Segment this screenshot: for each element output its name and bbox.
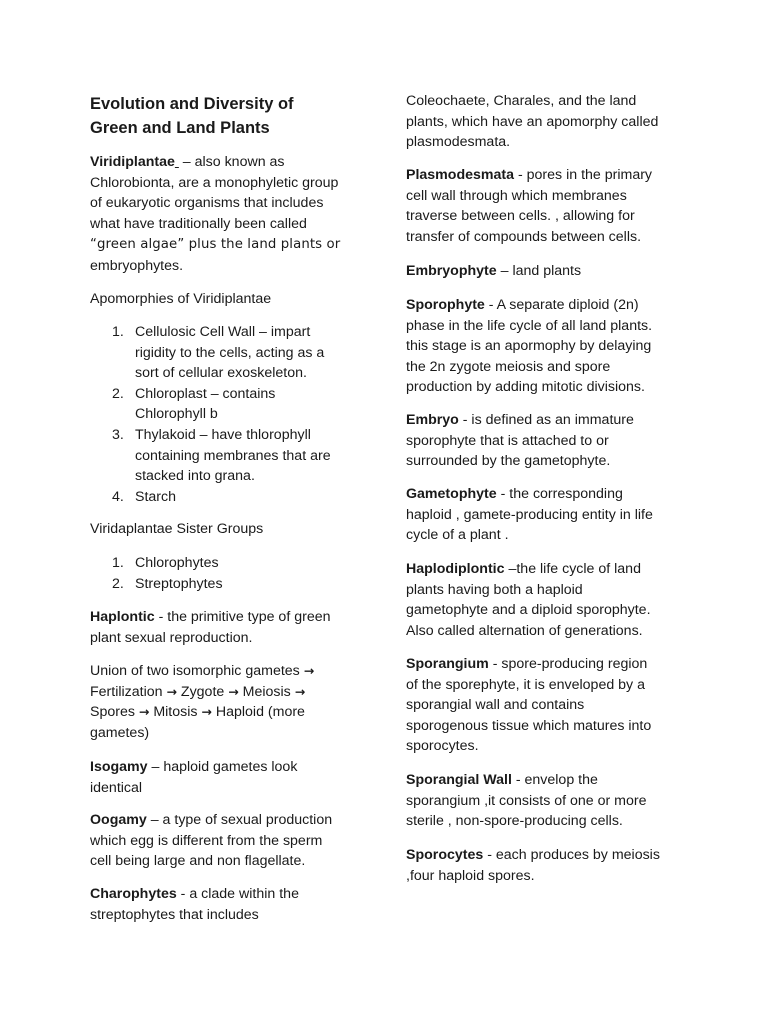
text-line: sterile , non-spore-producing cells. (406, 813, 623, 830)
text-line: – also known as (178, 154, 285, 170)
term-charophytes: Charophytes (90, 886, 177, 902)
list-number: 2. (112, 575, 124, 592)
text-line: Streptophytes (135, 575, 223, 592)
arrow-icon: → (228, 683, 239, 699)
document-title (90, 92, 370, 140)
arrow-icon: → (294, 683, 306, 699)
text-line: gametophyte and a diploid sporophyte. (406, 602, 651, 619)
viridiplantae-definition (90, 152, 365, 277)
term-embryophyte: Embryophyte (406, 263, 497, 279)
text-line: Mitosis (149, 704, 202, 721)
text-line: of eukaryotic organisms that includes (90, 195, 324, 212)
embryo-definition (406, 410, 689, 472)
isogamy-definition (90, 757, 365, 798)
text-line: which egg is different from the sperm (90, 832, 323, 849)
text-line: Thylakoid – have thlorophyll (135, 426, 311, 443)
text-line: cell wall through which membranes (406, 187, 627, 204)
text-line: stacked into grana. (135, 468, 255, 485)
text-line: - the corresponding (496, 486, 623, 502)
term-embryo: Embryo (406, 412, 459, 428)
text-line: phase in the life cycle of all land plants. (406, 317, 653, 334)
text-line: plant sexual reproduction. (90, 629, 253, 646)
text-line: this stage is an apormophy by delaying (406, 338, 652, 355)
text-line: sort of cellular exoskeleton. (135, 365, 307, 382)
text-line: sporangial wall and contains (406, 697, 585, 714)
text-line: – a type of sexual production (146, 812, 333, 828)
sister-groups-heading: Viridaplantae Sister Groups (90, 521, 264, 537)
text-line: Chloroplast – contains (135, 385, 276, 402)
haplontic-definition (90, 607, 365, 648)
text-line: - a clade within the (176, 886, 299, 902)
haplodiplontic-definition (406, 559, 689, 641)
text-line: sporangium ,it consists of one or more (406, 792, 647, 809)
title-line-1: Evolution and Diversity of (90, 95, 294, 113)
text-line: plants having both a haploid (406, 581, 583, 598)
list-number: 1. (112, 324, 124, 340)
charophytes-definition (90, 884, 365, 925)
term-viridiplantae: Viridiplantae (90, 154, 175, 170)
text-line: Also called alternation of generations. (406, 622, 643, 639)
text-line: sporocytes. (406, 738, 479, 755)
text-line: Haploid (more (211, 704, 305, 721)
text-line: Chlorophyll b (135, 406, 218, 423)
text-line: Chlorophytes (135, 555, 219, 571)
text-line: plasmodesmata. (406, 134, 511, 151)
list-item (90, 574, 370, 595)
sporangial-wall-definition (406, 770, 689, 832)
text-line: of the sporephyte, it is enveloped by a (406, 676, 645, 693)
text-line: surrounded by the gametophyte. (406, 453, 611, 470)
list-item (90, 553, 370, 574)
text-line: cell being large and non flagellate. (90, 853, 306, 870)
text-line: sporophyte that is attached to or (406, 432, 609, 449)
term-oogamy: Oogamy (90, 812, 147, 828)
apomorphies-list (90, 322, 370, 507)
oogamy-definition (90, 810, 365, 872)
arrow-icon: → (138, 704, 150, 720)
text-line: - is defined as an immature (458, 412, 634, 428)
sporangium-definition (406, 654, 689, 757)
list-item (90, 384, 370, 425)
life-cycle-sequence (90, 661, 365, 743)
text-line: Meiosis (238, 683, 295, 700)
sporophyte-definition (406, 295, 689, 398)
text-line: Starch (135, 488, 177, 505)
term-sporophyte: Sporophyte (406, 297, 485, 313)
list-number: 3. (112, 426, 124, 443)
text-line: plants, which have an apomorphy called (406, 113, 659, 130)
text-line: cycle of a plant . (406, 527, 509, 544)
text-line: – land plants (496, 263, 582, 279)
text-line: – haploid gametes look (147, 759, 298, 775)
term-gametophyte: Gametophyte (406, 486, 497, 502)
text-line: “green algae” plus the land plants or (90, 237, 341, 253)
text-line: - spore-producing region (488, 656, 648, 672)
list-number: 4. (112, 488, 124, 505)
text-line: Zygote (176, 683, 229, 700)
text-line: haploid , gamete-producing entity in life (406, 506, 653, 523)
text-line: - envelop the (511, 772, 598, 788)
embryophyte-definition (406, 261, 689, 282)
gametophyte-definition (406, 484, 689, 546)
title-line-2: Green and Land Plants (90, 119, 270, 137)
text-line: embryophytes. (90, 257, 184, 274)
arrow-icon: → (201, 704, 212, 720)
term-sporangium: Sporangium (406, 656, 489, 672)
list-item (90, 322, 370, 384)
text-line: containing membranes that are (135, 447, 331, 464)
text-line: rigidity to the cells, acting as a (135, 344, 325, 361)
arrow-icon: → (303, 663, 315, 678)
text-line: ,four haploid spores. (406, 867, 535, 884)
plasmodesmata-definition (406, 165, 689, 247)
text-line: - the primitive type of green (154, 609, 331, 625)
arrow-icon: → (166, 683, 177, 699)
text-line: identical (90, 779, 143, 796)
charophytes-continued (406, 91, 689, 153)
text-line: Union of two isomorphic gametes (90, 663, 304, 679)
term-sporangial-wall: Sporangial Wall (406, 772, 512, 788)
sporocytes-definition (406, 845, 689, 886)
apomorphies-heading: Apomorphies of Viridiplantae (90, 291, 272, 307)
term-haplontic: Haplontic (90, 609, 155, 625)
text-line: streptophytes that includes (90, 906, 259, 923)
text-line: - A separate diploid (2n) (484, 297, 639, 313)
text-line: - each produces by meiosis (483, 847, 660, 863)
term-haplodiplontic: Haplodiplontic (406, 561, 505, 577)
text-line: transfer of compounds between cells. (406, 228, 642, 245)
text-line: –the life cycle of land (504, 561, 641, 577)
text-line: Cellulosic Cell Wall – impart (135, 324, 311, 340)
text-line: Fertilization (90, 683, 167, 700)
sister-groups-list (90, 553, 370, 594)
list-item (90, 487, 370, 508)
text-line: Chlorobionta, are a monophyletic group (90, 174, 339, 191)
text-line: sporogenous tissue which matures into (406, 717, 652, 734)
text-line: what have traditionally been called (90, 215, 307, 232)
text-line: traverse between cells. , allowing for (406, 208, 635, 225)
list-number: 1. (112, 555, 124, 571)
term-plasmodesmata: Plasmodesmata (406, 167, 515, 183)
term-sporocytes: Sporocytes (406, 847, 484, 863)
term-isogamy: Isogamy (90, 759, 148, 775)
text-line: the 2n zygote meiosis and spore (406, 358, 611, 375)
text-line: Coleochaete, Charales, and the land (406, 93, 637, 109)
text-line: - pores in the primary (514, 167, 653, 183)
text-line: production by adding mitotic divisions. (406, 379, 645, 396)
text-line: gametes) (90, 724, 150, 741)
list-number: 2. (112, 385, 124, 402)
text-line: Spores (90, 704, 139, 721)
list-item (90, 425, 370, 487)
